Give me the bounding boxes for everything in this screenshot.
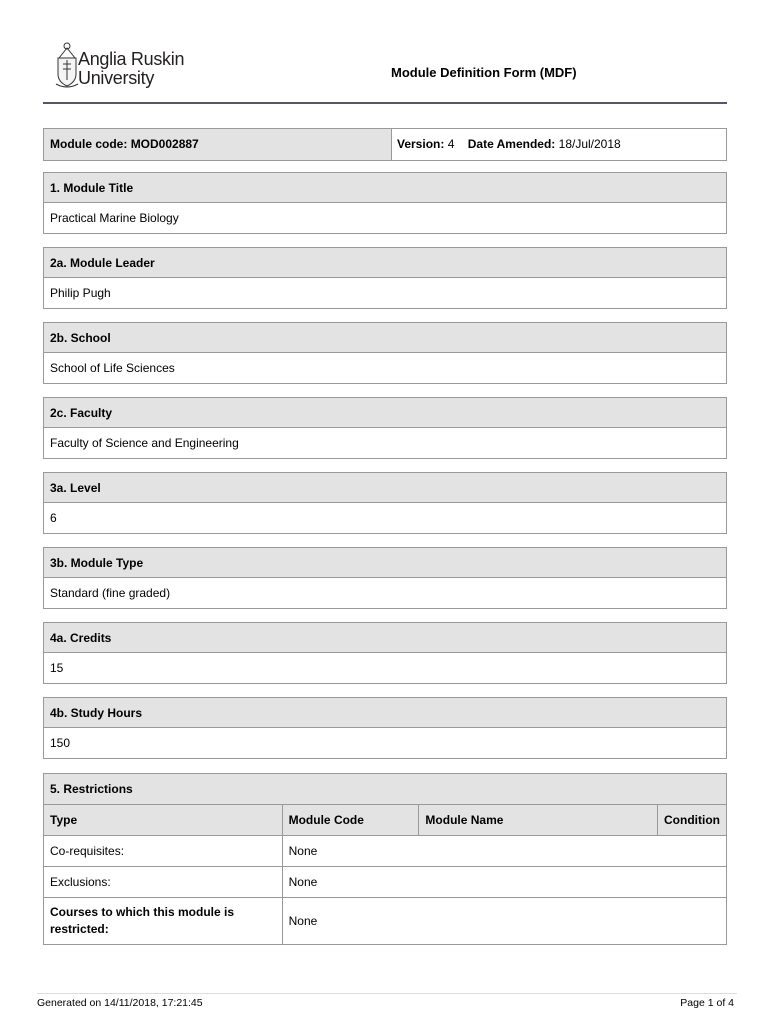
section-value: 6 (50, 511, 57, 525)
header-divider (43, 102, 727, 104)
generated-timestamp: Generated on 14/11/2018, 17:21:45 (37, 997, 203, 1009)
section-level (43, 472, 727, 534)
restriction-value: None (282, 836, 726, 867)
column-header-module-name: Module Name (419, 805, 658, 836)
section-value: Standard (fine graded) (50, 586, 171, 600)
version-label: Version: (397, 137, 445, 151)
section-heading: 3b. Module Type (44, 548, 726, 578)
section-value: Faculty of Science and Engineering (50, 436, 239, 450)
page-number: Page 1 of 4 (680, 997, 734, 1009)
column-header-module-code: Module Code (282, 805, 419, 836)
section-school (43, 322, 727, 384)
section-study-hours (43, 697, 727, 759)
column-header-type: Type (44, 805, 282, 836)
module-code-cell (44, 129, 392, 160)
module-code-value: MOD002887 (130, 137, 199, 151)
footer-divider (37, 993, 737, 994)
section-heading: 2c. Faculty (44, 398, 726, 428)
section-restrictions (43, 773, 727, 945)
column-header-condition: Condition (658, 805, 726, 836)
restriction-type: Exclusions: (44, 867, 282, 898)
university-name-line2: University (78, 68, 155, 88)
section-faculty (43, 397, 727, 459)
section-value: School of Life Sciences (50, 361, 175, 375)
restriction-value: None (282, 898, 726, 945)
table-row (44, 898, 726, 945)
section-heading: 5. Restrictions (44, 774, 726, 804)
table-row (44, 836, 726, 867)
date-amended-value: 18/Jul/2018 (558, 137, 621, 151)
section-value: Practical Marine Biology (50, 211, 179, 225)
restriction-type: Co-requisites: (44, 836, 282, 867)
section-heading: 2a. Module Leader (44, 248, 726, 278)
date-amended-label: Date Amended: (467, 137, 556, 151)
section-value: Philip Pugh (50, 286, 111, 300)
section-heading: 4a. Credits (44, 623, 726, 653)
section-heading: 1. Module Title (44, 173, 726, 203)
table-row (44, 867, 726, 898)
section-module-leader (43, 247, 727, 309)
version-cell (392, 129, 726, 160)
university-wordmark (78, 50, 184, 88)
version-value: 4 (447, 137, 455, 151)
section-module-type (43, 547, 727, 609)
document-title: Module Definition Form (MDF) (391, 65, 577, 80)
section-value: 150 (50, 736, 71, 750)
module-code-row (43, 128, 727, 161)
section-module-title (43, 172, 727, 234)
restriction-type: Courses to which this module is restricted: (44, 898, 282, 945)
restrictions-table (44, 804, 726, 944)
section-heading: 2b. School (44, 323, 726, 353)
section-value: 15 (50, 661, 64, 675)
university-name-line1: Anglia Ruskin (78, 49, 185, 69)
section-credits (43, 622, 727, 684)
section-heading: 4b. Study Hours (44, 698, 726, 728)
module-code-label: Module code: (50, 137, 128, 151)
restriction-value: None (282, 867, 726, 898)
section-heading: 3a. Level (44, 473, 726, 503)
table-header-row (44, 805, 726, 836)
